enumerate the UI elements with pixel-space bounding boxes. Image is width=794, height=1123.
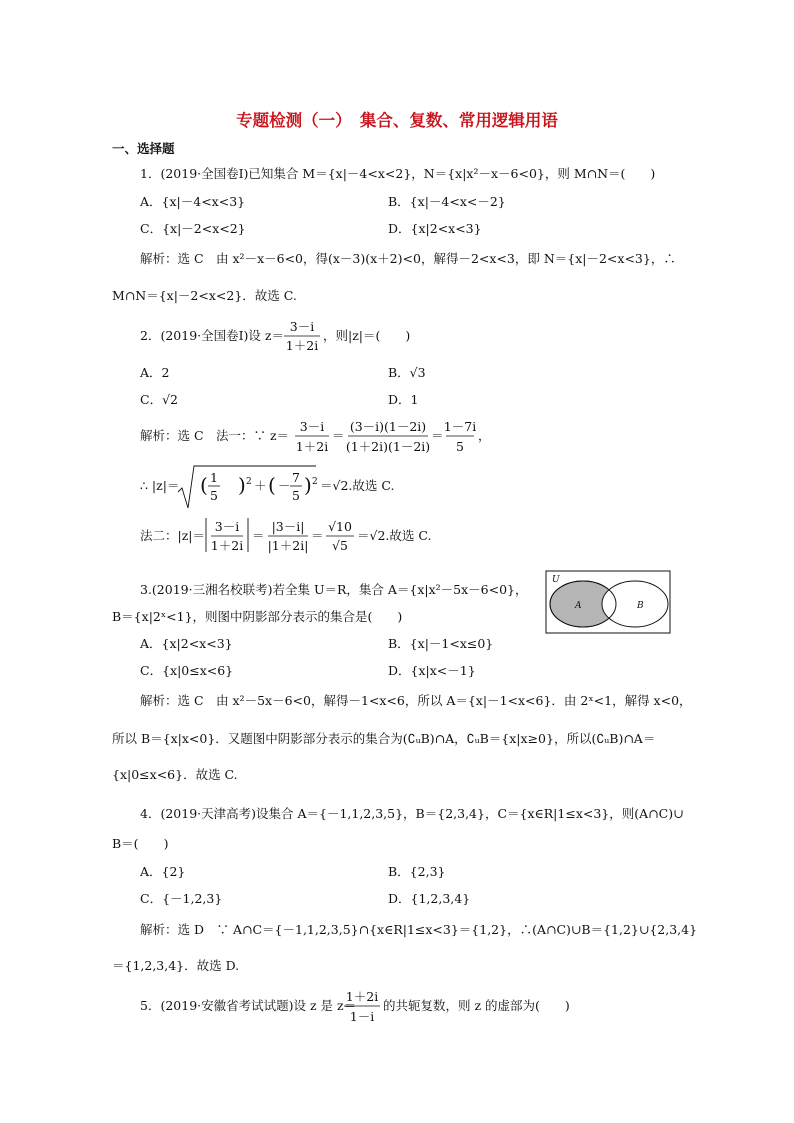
q1-solution-line1: 解析：选 C 由 x²－x－6<0，得(x－3)(x＋2)<0，解得－2<x<3，即 N＝{x|－2<x<3}，∴ [140,251,676,266]
q2-option-a: A．2 [140,365,170,380]
section-heading: 一、选择题 [112,141,175,156]
q2-stem [138,318,458,356]
q2-solution-method1 [138,418,498,460]
q5-frac-den: 1－i [349,1009,375,1024]
svg-text:5: 5 [210,488,218,503]
venn-label-u: U [552,575,560,585]
svg-text:1＋2i: 1＋2i [295,439,329,454]
q2-stem-prefix: 2．(2019·全国卷Ⅰ)设 z＝ [140,328,284,343]
svg-text:(3－i)(1－2i): (3－i)(1－2i) [349,419,427,434]
svg-text:√10: √10 [328,519,352,534]
q1-solution-line2: M∩N＝{x|－2<x<2}．故选 C. [112,288,297,303]
svg-text:√5: √5 [332,538,348,553]
svg-text:(1＋2i)(1－2i): (1＋2i)(1－2i) [345,439,431,454]
q1-option-c: C．{x|－2<x<2} [140,221,246,236]
svg-text:＝: ＝ [252,528,265,543]
q2-sol-prefix: 解析：选 C 法一：∵ z＝ [140,428,290,443]
q3-stem-line2: B＝{x|2ˣ<1}，则图中阴影部分表示的集合是( ) [112,609,403,624]
q5-stem [138,986,608,1028]
venn-diagram [545,570,671,634]
venn-label-a: A [575,601,582,611]
svg-text:(: ( [268,473,276,497]
svg-text:＝: ＝ [311,528,324,543]
q4-solution-line1: 解析：选 D ∵ A∩C＝{－1,1,2,3,5}∩{x∈R|1≤x<3}＝{1,2}，∴(A∩C)∪B＝{1,2}∪{2,3,4} [140,922,698,937]
q3-option-a: A．{x|2<x<3} [140,636,233,651]
q2-modulus-calc [138,462,438,510]
q3-stem-line1: 3.(2019·三湘名校联考)若全集 U＝R，集合 A＝{x|x²－5x－6<0}， [140,582,528,597]
svg-text:|3－i|: |3－i| [271,519,305,534]
svg-text:2: 2 [312,477,318,487]
svg-text:－: － [278,478,291,493]
q3-solution-line3: {x|0≤x<6}．故选 C. [112,767,238,782]
q4-option-a: A．{2} [140,864,186,879]
q3-option-c: C．{x|0≤x<6} [140,663,234,678]
svg-text:＝: ＝ [332,428,345,443]
q4-option-d: D．{1,2,3,4} [388,891,471,906]
svg-text:): ) [304,473,312,497]
svg-text:1: 1 [210,470,218,485]
svg-text:3－i: 3－i [299,419,325,434]
q5-stem-prefix: 5．(2019·安徽省考试试题)设 z 是 z＝ [140,998,357,1013]
q2-mod-suffix: ＝√2.故选 C. [320,478,395,493]
svg-text:＋: ＋ [254,478,267,493]
svg-text:(: ( [200,473,208,497]
q4-stem-line2: B＝( ) [112,836,169,851]
q2-mod-prefix: ∴ |z|＝ [140,478,180,493]
q2-frac-den: 1＋2i [285,338,319,353]
svg-text:1＋2i: 1＋2i [210,538,244,553]
svg-text:3－i: 3－i [214,519,240,534]
svg-text:): ) [238,473,246,497]
q3-option-b: B．{x|－1<x≤0} [388,636,494,651]
q5-frac-num: 1＋2i [345,989,379,1004]
q4-option-c: C．{－1,2,3} [140,891,223,906]
q4-stem-line1: 4．(2019·天津高考)设集合 A＝{－1,1,2,3,5}，B＝{2,3,4}，C＝{x∈R|1≤x<3}，则(A∩C)∪ [140,806,684,821]
svg-text:5: 5 [292,488,300,503]
svg-text:＝: ＝ [431,428,444,443]
q2-option-d: D．1 [388,392,419,407]
page-title: 专题检测（一） 集合、复数、常用逻辑用语 [236,111,558,130]
svg-text:5: 5 [456,439,464,454]
q2-solution-method2 [138,514,468,558]
q2-option-b: B．√3 [388,365,426,380]
q2-option-c: C．√2 [140,392,178,407]
q3-solution-line2: 所以 B＝{x|x<0}．又题图中阴影部分表示的集合为(∁ᵤB)∩A，∁ᵤB＝{x|x≥0}，所以(∁ᵤB)∩A＝ [112,731,656,746]
q2-frac-num: 3－i [289,319,315,334]
q5-stem-suffix: 的共轭复数，则 z 的虚部为( ) [383,998,570,1013]
q1-stem: 1．(2019·全国卷Ⅰ)已知集合 M＝{x|－4<x<2}，N＝{x|x²－x－6<0}，则 M∩N＝( ) [140,166,656,181]
q3-option-d: D．{x|x<－1} [388,663,476,678]
q4-option-b: B．{2,3} [388,864,446,879]
q4-solution-line2: ＝{1,2,3,4}．故选 D. [112,958,240,973]
q2-m2-prefix: 法二：|z|＝ [140,528,206,543]
q1-option-b: B．{x|－4<x<－2} [388,194,506,209]
svg-text:7: 7 [292,470,300,485]
venn-label-b: B [637,601,644,611]
svg-text:2: 2 [246,477,252,487]
q2-stem-suffix: ，则|z|＝( ) [323,328,411,343]
q3-solution-line1: 解析：选 C 由 x²－5x－6<0，解得－1<x<6，所以 A＝{x|－1<x<6}．由 2ˣ<1，解得 x<0， [140,693,692,708]
svg-text:，: ， [478,428,491,443]
q2-m2-suffix: ＝√2.故选 C. [357,528,432,543]
svg-text:|1＋2i|: |1＋2i| [267,538,309,553]
svg-text:1－7i: 1－7i [443,419,477,434]
q1-option-a: A．{x|－4<x<3} [140,194,246,209]
q1-option-d: D．{x|2<x<3} [388,221,482,236]
